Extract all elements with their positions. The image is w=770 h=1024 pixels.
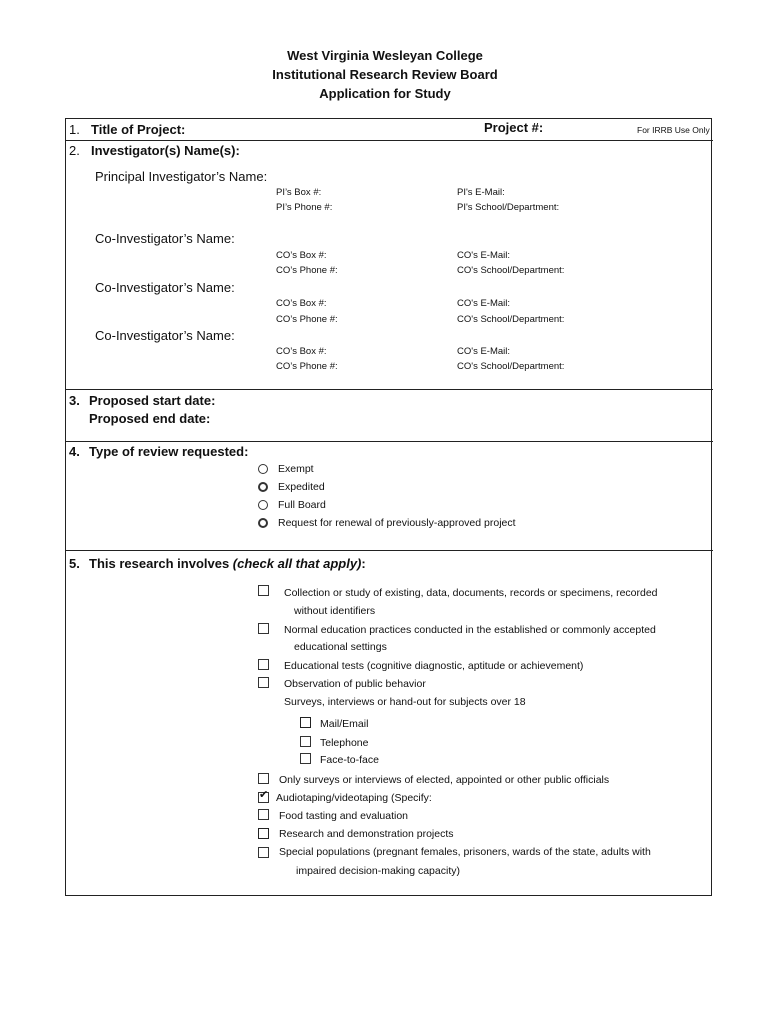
s4-number: 4. <box>69 444 80 459</box>
educational-tests-label: Educational tests (cognitive diagnostic, aptitude or achievement) <box>284 660 584 672</box>
co2-phone-label: CO’s Phone #: <box>276 314 338 325</box>
end-date-label: Proposed end date: <box>89 411 211 426</box>
co3-department-label: CO's School/Department: <box>457 361 565 372</box>
special-populations-label-cont: impaired decision-making capacity) <box>296 865 460 877</box>
checkbox-telephone[interactable] <box>300 736 311 747</box>
form-title: Application for Study <box>319 86 451 101</box>
co1-box-label: CO’s Box #: <box>276 250 327 261</box>
checkbox-research-demonstration[interactable] <box>258 828 269 839</box>
co3-phone-label: CO’s Phone #: <box>276 361 338 372</box>
checkbox-normal-education[interactable] <box>258 623 269 634</box>
face-to-face-label: Face-to-face <box>320 754 379 766</box>
radio-exempt[interactable] <box>258 464 268 474</box>
checkbox-audiotaping[interactable] <box>258 789 269 803</box>
expedited-label: Expedited <box>278 481 325 493</box>
public-officials-label: Only surveys or interviews of elected, appointed or other public officials <box>279 774 610 786</box>
telephone-label: Telephone <box>320 737 369 749</box>
investigators-label: Investigator(s) Name(s): <box>91 143 240 158</box>
check-mark-icon: ✔ <box>259 789 269 801</box>
co2-department-label: CO's School/Department: <box>457 314 565 325</box>
checkbox-collection[interactable] <box>258 585 269 596</box>
s5-number: 5. <box>69 556 80 571</box>
co3-name-label: Co-Investigator’s Name: <box>95 328 235 343</box>
start-date-label: Proposed start date: <box>89 393 216 408</box>
irrb-use-note: For IRRB Use Only <box>637 125 710 135</box>
co3-email-label: CO's E-Mail: <box>457 346 511 357</box>
divider-1 <box>65 140 713 141</box>
s2-number: 2. <box>69 143 80 158</box>
title-of-project-label: Title of Project: <box>91 122 186 137</box>
board-name: Institutional Research Review Board <box>272 67 498 82</box>
mail-email-label: Mail/Email <box>320 718 369 730</box>
radio-renewal[interactable] <box>258 518 268 528</box>
divider-3 <box>65 441 713 442</box>
co1-name-label: Co-Investigator’s Name: <box>95 231 235 246</box>
pi-department-label: PI's School/Department: <box>457 202 560 213</box>
co1-phone-label: CO’s Phone #: <box>276 265 338 276</box>
pi-name-label: Principal Investigator’s Name: <box>95 169 268 184</box>
college-name: West Virginia Wesleyan College <box>287 48 483 63</box>
pi-box-label: PI’s Box #: <box>276 187 322 198</box>
research-demonstration-label: Research and demonstration projects <box>279 828 454 840</box>
special-populations-label: Special populations (pregnant females, prisoners, wards of the state, adults with <box>279 846 651 858</box>
review-type-label: Type of review requested: <box>89 444 249 459</box>
co1-department-label: CO's School/Department: <box>457 265 565 276</box>
renewal-label: Request for renewal of previously-approved project <box>278 517 516 529</box>
normal-education-label-cont: educational settings <box>294 641 387 653</box>
research-involves-label: This research involves (check all that apply): <box>89 556 366 571</box>
s3-number: 3. <box>69 393 80 408</box>
divider-4 <box>65 550 713 551</box>
checkbox-special-populations[interactable] <box>258 847 269 858</box>
checkbox-educational-tests[interactable] <box>258 659 269 670</box>
observation-label: Observation of public behavior <box>284 678 426 690</box>
divider-2 <box>65 389 713 390</box>
s1-number: 1. <box>69 122 80 137</box>
food-tasting-label: Food tasting and evaluation <box>279 810 409 822</box>
checkbox-mail-email[interactable] <box>300 717 311 728</box>
full-board-label: Full Board <box>278 499 326 511</box>
checkbox-observation[interactable] <box>258 677 269 688</box>
project-number-label: Project #: <box>484 120 544 135</box>
co2-name-label: Co-Investigator’s Name: <box>95 280 235 295</box>
checkbox-face-to-face[interactable] <box>300 753 311 764</box>
co3-box-label: CO’s Box #: <box>276 346 327 357</box>
co2-email-label: CO's E-Mail: <box>457 298 511 309</box>
normal-education-label: Normal education practices conducted in the established or commonly accepted <box>284 624 656 636</box>
radio-full-board[interactable] <box>258 500 268 510</box>
audiotaping-label: Audiotaping/videotaping (Specify: <box>276 792 432 804</box>
pi-email-label: PI's E-Mail: <box>457 187 505 198</box>
collection-label: Collection or study of existing, data, documents, records or specimens, recorded <box>284 587 658 599</box>
exempt-label: Exempt <box>278 463 314 475</box>
checkbox-public-officials[interactable] <box>258 773 269 784</box>
collection-label-cont: without identifiers <box>294 605 376 617</box>
co2-box-label: CO’s Box #: <box>276 298 327 309</box>
surveys-label: Surveys, interviews or hand-out for subjects over 18 <box>284 696 526 708</box>
checkbox-food-tasting[interactable] <box>258 809 269 820</box>
pi-phone-label: PI’s Phone #: <box>276 202 333 213</box>
radio-expedited[interactable] <box>258 482 268 492</box>
co1-email-label: CO's E-Mail: <box>457 250 511 261</box>
